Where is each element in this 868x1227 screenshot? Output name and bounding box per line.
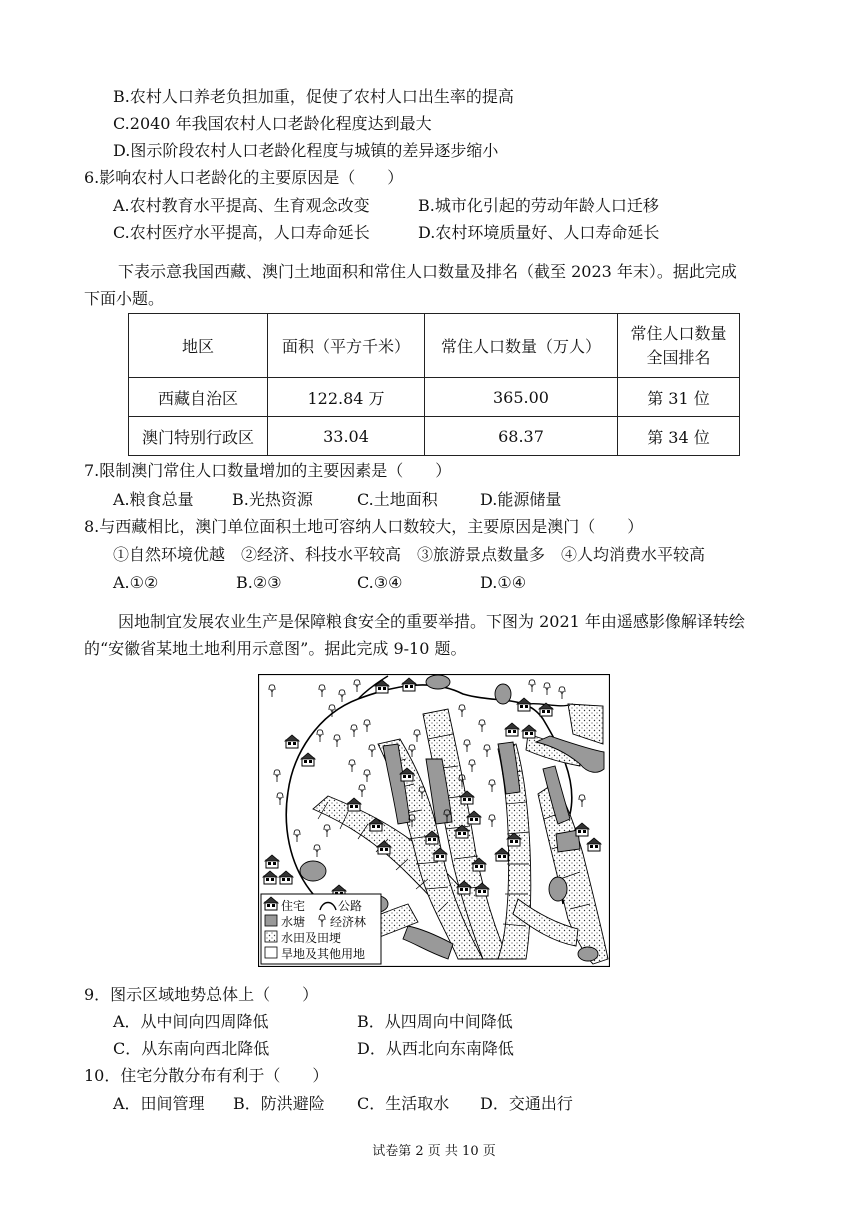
table-header-line: 全国排名	[646, 347, 711, 367]
q8-option-a: A.①②	[113, 573, 159, 592]
q5-option-c: C.2040 年我国农村人口老龄化程度达到最大	[113, 114, 432, 133]
q9-stem: 9．图示区域地势总体上（ ）	[84, 985, 319, 1004]
pond-swatch	[265, 915, 277, 926]
q10-option-a: A．田间管理	[113, 1094, 205, 1113]
table-cell: 第 34 位	[618, 417, 740, 456]
q7-option-b: B.光热资源	[232, 490, 313, 509]
q10-option-b: B．防洪避险	[233, 1094, 325, 1113]
table-cell: 33.04	[268, 417, 425, 456]
q6-stem: 6.影响农村人口老龄化的主要原因是（ ）	[84, 168, 404, 187]
table-row	[129, 378, 740, 417]
q7-option-c: C.土地面积	[357, 490, 438, 509]
q7-stem: 7.限制澳门常住人口数量增加的主要因素是（ ）	[84, 461, 452, 480]
q6-option-b: B.城市化引起的劳动年龄人口迁移	[418, 196, 659, 215]
table-cell: 68.37	[425, 417, 618, 456]
table-header: 地区	[129, 314, 268, 378]
q9-option-d: D．从西北向东南降低	[357, 1039, 514, 1058]
legend-forest: 经济林	[330, 915, 367, 929]
q8-items: ①自然环境优越 ②经济、科技水平较高 ③旅游景点数量多 ④人均消费水平较高	[113, 545, 706, 564]
land-use-map	[258, 674, 610, 967]
q8-option-c: C.③④	[357, 573, 403, 592]
region-table	[128, 313, 740, 456]
intro-map-line2: 的“安徽省某地土地利用示意图”。据此完成 9-10 题。	[84, 639, 467, 658]
table-cell: 澳门特别行政区	[129, 417, 268, 456]
q5-option-b: B.农村人口养老负担加重，促使了农村人口出生率的提高	[113, 87, 514, 106]
table-row	[129, 417, 740, 456]
q7-option-a: A.粮食总量	[113, 490, 194, 509]
table-cell: 第 31 位	[618, 378, 740, 417]
q6-option-c: C.农村医疗水平提高，人口寿命延长	[113, 223, 370, 242]
dry-land-swatch	[265, 947, 277, 958]
q7-option-d: D.能源储量	[480, 490, 562, 509]
q8-option-b: B.②③	[236, 573, 282, 592]
q9-option-a: A．从中间向四周降低	[113, 1012, 269, 1031]
q5-option-d: D.图示阶段农村人口老龄化程度与城镇的差异逐步缩小	[113, 141, 499, 160]
intro-table-line1: 下表示意我国西藏、澳门土地面积和常住人口数量及排名（截至 2023 年末）。据此完成	[118, 262, 737, 281]
q6-option-a: A.农村教育水平提高、生育观念改变	[113, 196, 370, 215]
table-header	[618, 314, 740, 378]
legend-road: 公路	[338, 899, 363, 913]
table-cell: 365.00	[425, 378, 618, 417]
q10-stem: 10．住宅分散分布有利于（ ）	[84, 1066, 329, 1085]
legend-paddy: 水田及田埂	[281, 931, 342, 945]
table-cell: 122.84 万	[268, 378, 425, 417]
q9-option-c: C．从东南向西北降低	[113, 1039, 270, 1058]
q6-option-d: D.农村环境质量好、人口寿命延长	[418, 223, 660, 242]
page-footer: 试卷第 2 页 共 10 页	[372, 1144, 496, 1159]
q9-option-b: B．从四周向中间降低	[357, 1012, 513, 1031]
legend-dry-land: 旱地及其他用地	[281, 947, 366, 961]
table-header-row	[129, 314, 740, 378]
intro-table-line2: 下面小题。	[84, 289, 165, 308]
q8-option-d: D.①④	[480, 573, 527, 592]
map-legend	[261, 894, 381, 964]
table-header: 常住人口数量（万人）	[425, 314, 618, 378]
table-header-line: 常住人口数量	[630, 323, 727, 343]
q8-stem: 8.与西藏相比，澳门单位面积土地可容纳人口数较大，主要原因是澳门（ ）	[84, 517, 644, 536]
legend-pond: 水塘	[281, 915, 306, 929]
intro-map-line1: 因地制宜发展农业生产是保障粮食安全的重要举措。下图为 2021 年由遥感影像解译转绘	[118, 612, 745, 631]
legend-house: 住宅	[281, 899, 306, 913]
table-cell: 西藏自治区	[129, 378, 268, 417]
paddy-swatch	[265, 931, 277, 942]
q10-option-c: C．生活取水	[357, 1094, 450, 1113]
q10-option-d: D．交通出行	[480, 1094, 573, 1113]
table-header: 面积（平方千米）	[268, 314, 425, 378]
